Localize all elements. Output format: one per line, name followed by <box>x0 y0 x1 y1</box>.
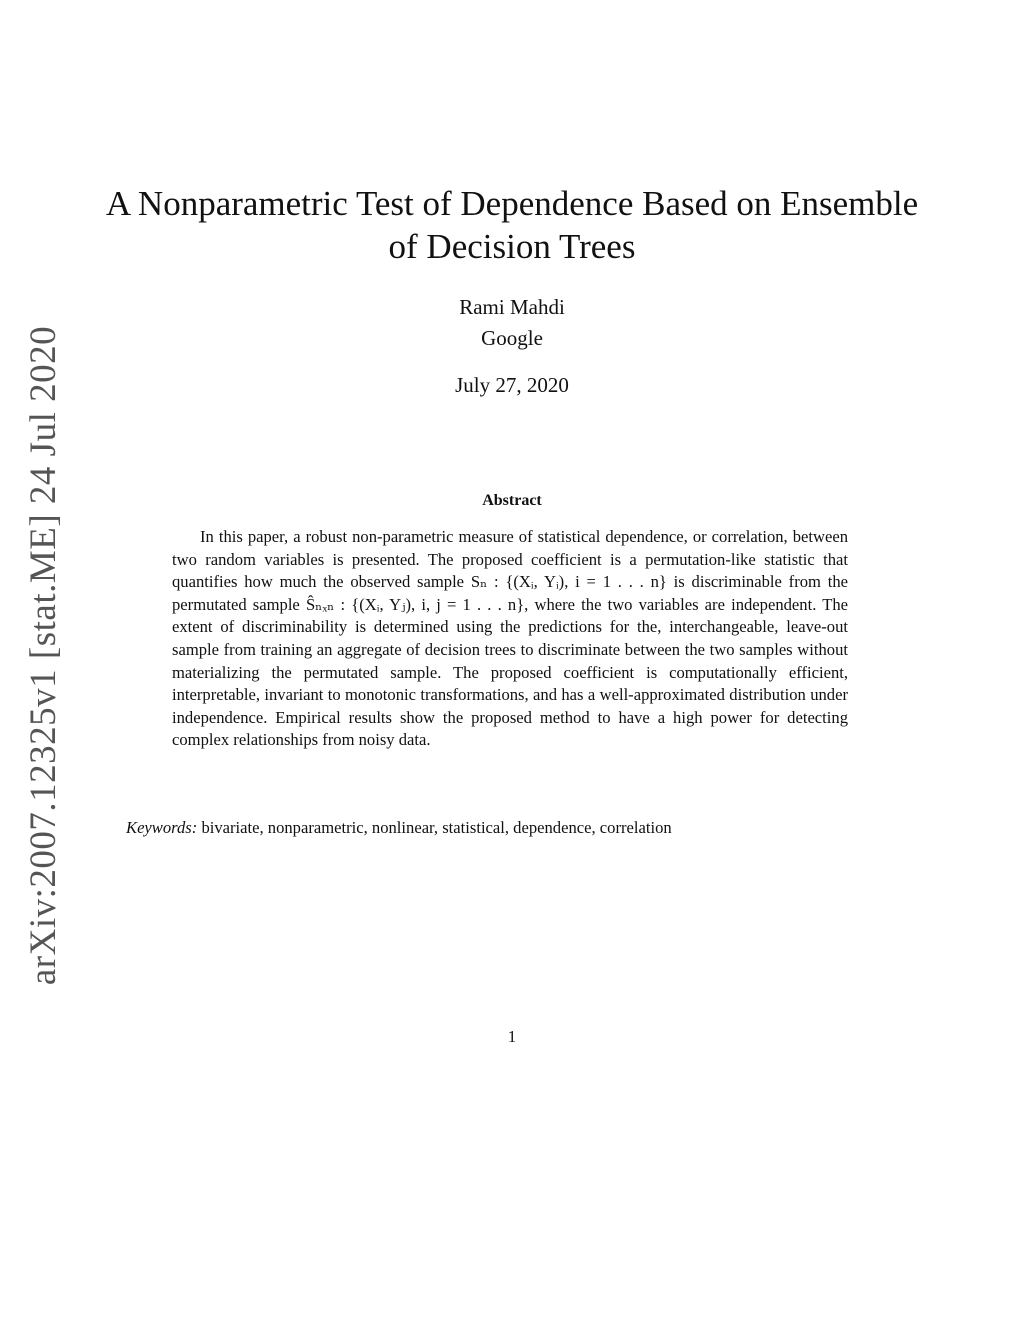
abstract-heading: Abstract <box>482 492 542 509</box>
page-number: 1 <box>507 1027 517 1046</box>
keywords-line <box>126 818 906 838</box>
arxiv-sidebar-stamp <box>14 325 74 985</box>
arxiv-stamp-text: arXiv:2007.12325v1 [stat.ME] 24 Jul 2020 <box>23 325 65 985</box>
author-affiliation: Google <box>481 326 543 350</box>
abstract-text: In this paper, a robust non-parametric measure of statistical dependence, or correlation, between two random variables is presented. The proposed coefficient is a permutation-like statistic that quantifies how much the observed sample Sₙ : {(Xᵢ, Yᵢ), i = 1 . . . n} is discriminable from the permutated sample Ŝₙₓₙ : {(Xᵢ, Yⱼ), i, j = 1 . . . n}, where the two variables are independent. The extent of discriminability is determined using the predictions for the, interchangeable, leave-out sample from training an aggregate of decision trees to discriminate between the two samples without materializing the permutated sample. The proposed coefficient is computationally efficient, interpretable, invariant to monotonic transformations, and has a well-approximated distribution under independence. Empirical results show the proposed method to have a high power for detecting complex relationships from noisy data. <box>172 527 848 750</box>
paper-title: A Nonparametric Test of Dependence Based on Ensemble of Decision Trees <box>105 184 919 266</box>
keywords-list: bivariate, nonparametric, nonlinear, statistical, dependence, correlation <box>201 818 672 837</box>
author-name: Rami Mahdi <box>459 295 565 319</box>
paper-date: July 27, 2020 <box>455 373 569 397</box>
keywords-label: Keywords: <box>126 818 198 837</box>
